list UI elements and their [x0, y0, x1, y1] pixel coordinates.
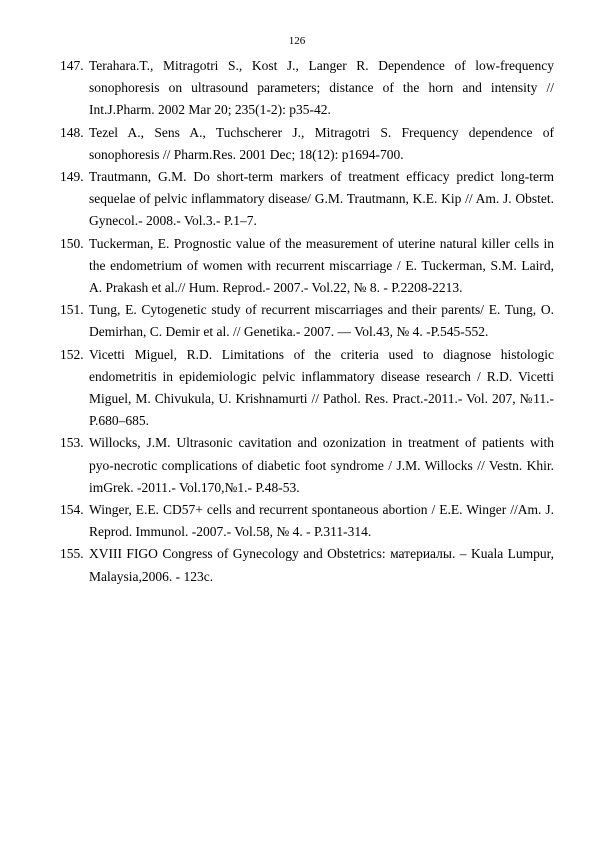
- reference-text: Trautmann, G.M. Do short-term markers of treatment efficacy predict long-term sequelae of pelvic inflammatory disease/ G.M. Trautmann, K.E. Kip // Am. J. Obstet. Gynecol.- 2008.- Vol.3.- P.1–7.: [89, 169, 554, 229]
- reference-text: Willocks, J.M. Ultrasonic cavitation and ozonization in treatment of patients with pyo-necrotic complications of diabetic foot syndrome / J.M. Willocks // Vestn. Khir. imGrek. -2011.- Vol.170,№1.- P.48-53.: [89, 435, 554, 495]
- reference-text: Vicetti Miguel, R.D. Limitations of the criteria used to diagnose histologic endometritis in epidemiologic pelvic inflammatory disease research / R.D. Vicetti Miguel, M. Chivukula, U. Krishnamurti // Pathol. Res. Pract.-2011.- Vol. 207, №11.- P.680–685.: [89, 346, 554, 429]
- reference-text: Terahara.T., Mitragotri S., Kost J., Langer R. Dependence of low-frequency sonophoresis on ultrasound parameters; distance of the horn and intensity // Int.J.Pharm. 2002 Mar 20; 235(1-2): p35-42.: [89, 58, 554, 118]
- reference-number: 154.: [60, 502, 84, 518]
- reference-text: XVIII FIGO Congress of Gynecology and Obstetrics: материалы. – Kuala Lumpur, Malaysia,2006. - 123с.: [89, 546, 554, 584]
- reference-item: [60, 122, 554, 166]
- reference-item: [60, 543, 554, 587]
- reference-item: [60, 299, 554, 343]
- reference-number: 151.: [60, 302, 84, 318]
- reference-number: 150.: [60, 235, 84, 251]
- reference-item: [60, 432, 554, 499]
- reference-text: Tung, E. Cytogenetic study of recurrent miscarriages and their parents/ E. Tung, O. Demirhan, C. Demir et al. // Genetika.- 2007. — Vol.43, № 4. -P.545-552.: [89, 302, 554, 340]
- reference-text: Winger, E.E. CD57+ cells and recurrent spontaneous abortion / E.E. Winger //Am. J. Reprod. Immunol. -2007.- Vol.58, № 4. - P.311-314.: [89, 502, 554, 540]
- reference-number: 148.: [60, 124, 84, 140]
- reference-item: [60, 166, 554, 233]
- reference-number: 147.: [60, 58, 84, 73]
- reference-item: [60, 233, 554, 300]
- reference-item: [60, 55, 554, 122]
- reference-list: [60, 55, 554, 588]
- reference-number: 152.: [60, 346, 84, 362]
- reference-number: 153.: [60, 435, 84, 451]
- reference-text: Tezel A., Sens A., Tuchscherer J., Mitragotri S. Frequency dependence of sonophoresis // Pharm.Res. 2001 Dec; 18(12): p1694-700.: [89, 124, 554, 162]
- reference-item: [60, 344, 554, 433]
- page-number: 126: [288, 35, 306, 47]
- reference-number: 149.: [60, 169, 84, 185]
- reference-item: [60, 499, 554, 543]
- reference-number: 155.: [60, 546, 84, 562]
- reference-text: Tuckerman, E. Prognostic value of the measurement of uterine natural killer cells in the endometrium of women with recurrent miscarriage / E. Tuckerman, S.M. Laird, A. Prakash et al.// Hum. Reprod.- 2007.- Vol.22, № 8. - P.2208-2213.: [89, 235, 554, 296]
